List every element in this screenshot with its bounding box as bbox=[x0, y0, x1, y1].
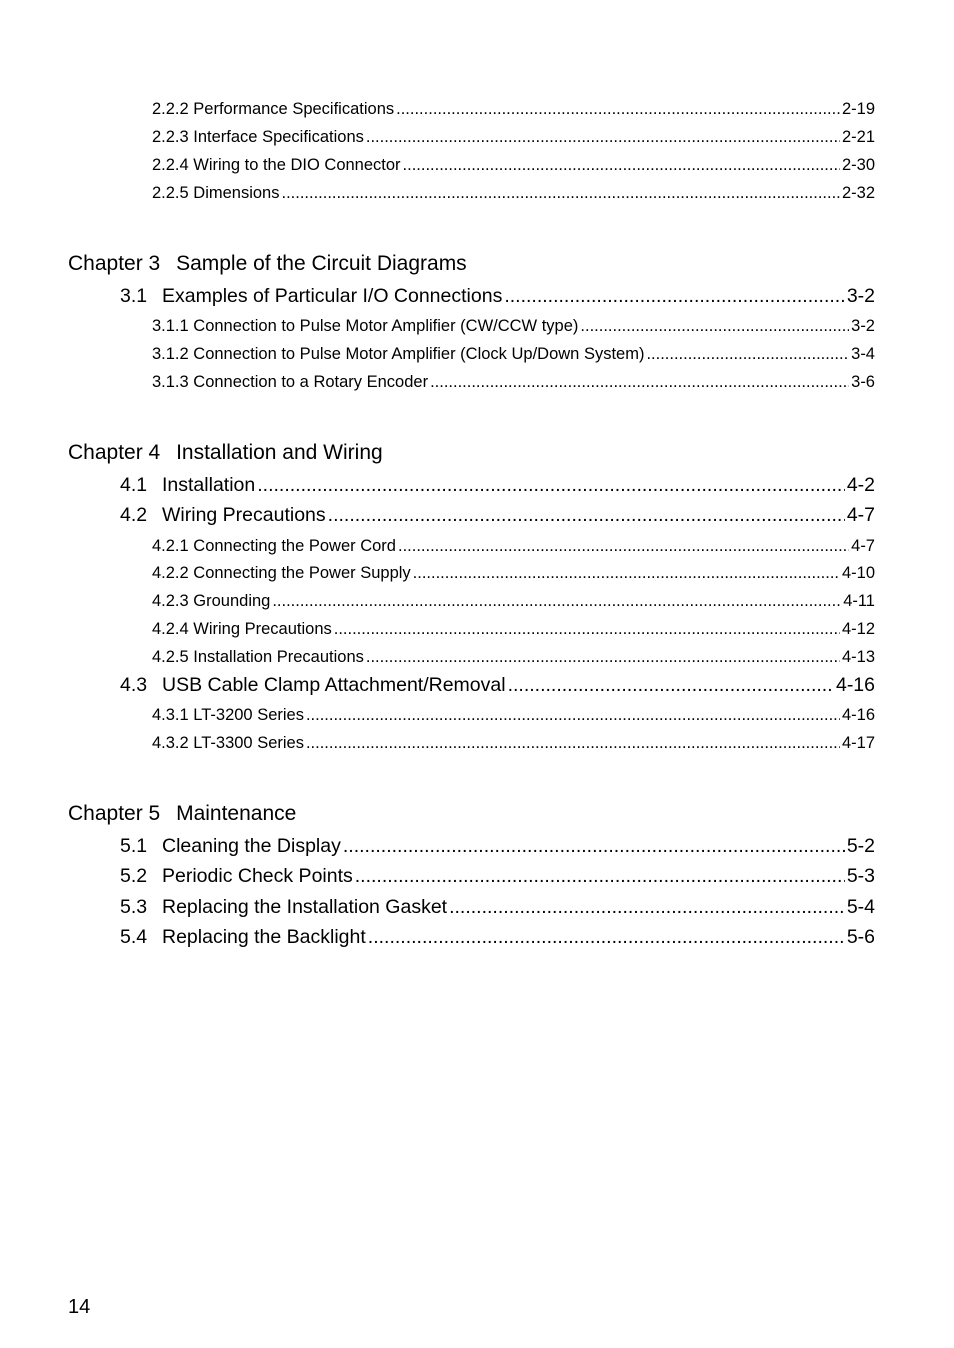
toc-entry-4-3-1[interactable] bbox=[152, 706, 875, 728]
dot-leader bbox=[281, 184, 839, 203]
toc-section-4-1[interactable] bbox=[120, 474, 875, 500]
dot-leader bbox=[355, 865, 845, 888]
toc-entry-page: 4-13 bbox=[841, 648, 875, 666]
toc-section-3-1[interactable] bbox=[120, 285, 875, 311]
page-number: 14 bbox=[68, 1296, 91, 1318]
toc-entry-4-2-3[interactable] bbox=[152, 592, 875, 614]
toc-entry-page: 3-6 bbox=[851, 373, 875, 391]
dot-leader bbox=[430, 373, 849, 392]
toc-entry-page: 4-17 bbox=[841, 734, 875, 752]
dot-leader bbox=[366, 128, 840, 147]
section-number: 5.1 bbox=[120, 835, 148, 857]
toc-entry-page: 2-21 bbox=[841, 128, 875, 146]
toc-entry-label: 2.2.4 Wiring to the DIO Connector bbox=[152, 156, 401, 174]
toc-entry-page: 5-6 bbox=[846, 926, 875, 948]
toc-entry-4-2-2[interactable] bbox=[152, 564, 875, 586]
toc-entry-label: 2.2.2 Performance Specifications bbox=[152, 100, 395, 118]
toc-entry-label: 3.1.3 Connection to a Rotary Encoder bbox=[152, 373, 429, 391]
dot-leader bbox=[504, 285, 844, 308]
toc-entry-3-1-2[interactable] bbox=[152, 345, 875, 367]
toc-entry-page: 2-19 bbox=[841, 100, 875, 118]
dot-leader bbox=[508, 674, 834, 697]
toc-entry-page: 5-2 bbox=[846, 835, 875, 857]
toc-entry-page: 4-16 bbox=[841, 706, 875, 724]
toc-entry-label: 3.1.2 Connection to Pulse Motor Amplifier (Clock Up/Down System) bbox=[152, 345, 645, 363]
toc-entry-label: 3.1.1 Connection to Pulse Motor Amplifier (CW/CCW type) bbox=[152, 317, 579, 335]
toc-entry-label: 2.2.5 Dimensions bbox=[152, 184, 280, 202]
section-number: 4.2 bbox=[120, 504, 148, 526]
dot-leader bbox=[413, 564, 840, 583]
dot-leader bbox=[306, 706, 840, 725]
dot-leader bbox=[366, 648, 840, 667]
toc-entry-3-1-3[interactable] bbox=[152, 373, 875, 395]
toc-section-5-2[interactable] bbox=[120, 865, 875, 891]
toc-section-4-2[interactable] bbox=[120, 504, 875, 530]
dot-leader bbox=[580, 317, 849, 336]
dot-leader bbox=[368, 926, 845, 949]
toc-entry-page: 4-12 bbox=[841, 620, 875, 638]
section-title: Installation bbox=[162, 474, 256, 496]
chapter-number: Chapter 5 bbox=[68, 802, 161, 825]
toc-entry-page: 2-30 bbox=[841, 156, 875, 174]
toc-entry-page: 4-16 bbox=[835, 674, 875, 696]
chapter-number: Chapter 4 bbox=[68, 441, 161, 464]
chapter-title: Installation and Wiring bbox=[176, 441, 383, 464]
dot-leader bbox=[343, 835, 845, 858]
toc-entry-4-2-5[interactable] bbox=[152, 648, 875, 670]
section-number: 3.1 bbox=[120, 285, 148, 307]
section-title: Replacing the Installation Gasket bbox=[162, 896, 448, 918]
toc-entry-2-2-5[interactable] bbox=[152, 184, 875, 206]
section-title: Replacing the Backlight bbox=[162, 926, 366, 948]
toc-entry-label: 4.2.4 Wiring Precautions bbox=[152, 620, 332, 638]
toc-entry-page: 3-4 bbox=[851, 345, 875, 363]
dot-leader bbox=[272, 592, 841, 611]
chapter-3-heading[interactable] bbox=[68, 252, 467, 276]
toc-entry-label: 4.3.2 LT-3300 Series bbox=[152, 734, 304, 752]
section-number: 4.1 bbox=[120, 474, 148, 496]
dot-leader bbox=[646, 345, 849, 364]
chapter-number: Chapter 3 bbox=[68, 252, 161, 275]
toc-entry-4-2-4[interactable] bbox=[152, 620, 875, 642]
toc-entry-2-2-4[interactable] bbox=[152, 156, 875, 178]
toc-entry-label: 4.2.1 Connecting the Power Cord bbox=[152, 537, 396, 555]
toc-entry-4-2-1[interactable] bbox=[152, 537, 875, 559]
toc-entry-label: 4.2.3 Grounding bbox=[152, 592, 271, 610]
chapter-4-heading[interactable] bbox=[68, 441, 383, 465]
toc-entry-page: 4-2 bbox=[846, 474, 875, 496]
dot-leader bbox=[306, 734, 840, 753]
toc-entry-page: 4-10 bbox=[841, 564, 875, 582]
section-title: USB Cable Clamp Attachment/Removal bbox=[162, 674, 506, 696]
toc-entry-label: 4.2.5 Installation Precautions bbox=[152, 648, 364, 666]
dot-leader bbox=[403, 156, 840, 175]
toc-entry-2-2-2[interactable] bbox=[152, 100, 875, 122]
toc-entry-page: 3-2 bbox=[851, 317, 875, 335]
section-number: 4.3 bbox=[120, 674, 148, 696]
section-number: 5.2 bbox=[120, 865, 148, 887]
section-title: Periodic Check Points bbox=[162, 865, 353, 887]
toc-entry-3-1-1[interactable] bbox=[152, 317, 875, 339]
toc-entry-page: 5-4 bbox=[846, 896, 875, 918]
toc-entry-label: 4.2.2 Connecting the Power Supply bbox=[152, 564, 411, 582]
toc-entry-label: 2.2.3 Interface Specifications bbox=[152, 128, 364, 146]
chapter-title: Maintenance bbox=[176, 802, 297, 825]
chapter-5-heading[interactable] bbox=[68, 802, 296, 826]
toc-entry-page: 3-2 bbox=[846, 285, 875, 307]
dot-leader bbox=[328, 504, 845, 527]
toc-entry-page: 4-7 bbox=[851, 537, 875, 555]
section-title: Cleaning the Display bbox=[162, 835, 341, 857]
section-title: Examples of Particular I/O Connections bbox=[162, 285, 503, 307]
dot-leader bbox=[449, 896, 845, 919]
dot-leader bbox=[398, 537, 849, 556]
toc-entry-page: 2-32 bbox=[841, 184, 875, 202]
toc-entry-page: 5-3 bbox=[846, 865, 875, 887]
dot-leader bbox=[257, 474, 845, 497]
toc-section-5-4[interactable] bbox=[120, 926, 875, 952]
toc-section-5-1[interactable] bbox=[120, 835, 875, 861]
toc-entry-4-3-2[interactable] bbox=[152, 734, 875, 756]
dot-leader bbox=[334, 620, 840, 639]
toc-entry-page: 4-11 bbox=[843, 592, 875, 610]
section-number: 5.3 bbox=[120, 896, 148, 918]
toc-entry-label: 4.3.1 LT-3200 Series bbox=[152, 706, 304, 724]
dot-leader bbox=[396, 100, 840, 119]
toc-entry-page: 4-7 bbox=[846, 504, 875, 526]
section-title: Wiring Precautions bbox=[162, 504, 326, 526]
toc-entry-2-2-3[interactable] bbox=[152, 128, 875, 150]
toc-section-4-3[interactable] bbox=[120, 674, 875, 700]
section-number: 5.4 bbox=[120, 926, 148, 948]
toc-section-5-3[interactable] bbox=[120, 896, 875, 922]
chapter-title: Sample of the Circuit Diagrams bbox=[176, 252, 467, 275]
